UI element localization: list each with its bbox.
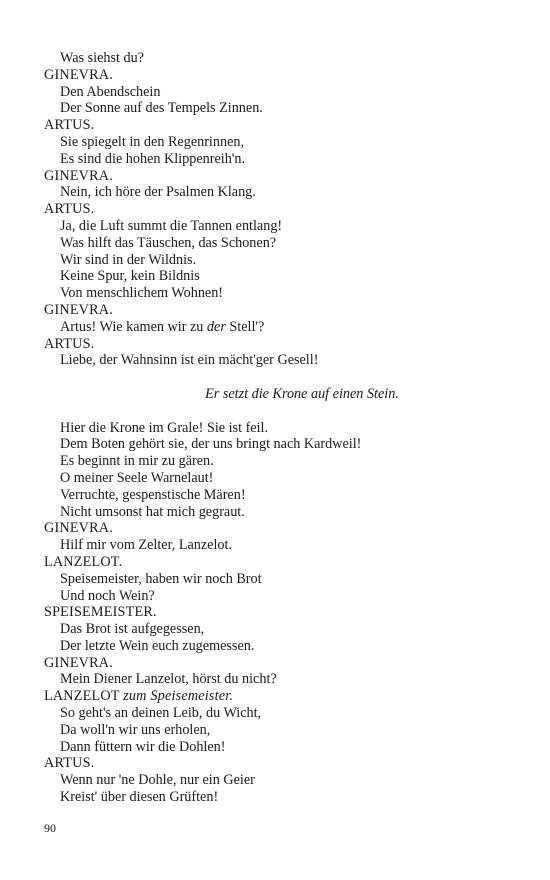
verse-line: Hier die Krone im Grale! Sie ist feil.	[60, 419, 269, 436]
verse-line: So geht's an deinen Leib, du Wicht,	[60, 705, 262, 722]
verse-line: Es sind die hohen Klippenreih'n.	[60, 150, 245, 167]
blank-line	[44, 403, 524, 420]
verse-line: Nein, ich höre der Psalmen Klang.	[60, 184, 256, 201]
verse-line: Der Sonne auf des Tempels Zinnen.	[60, 100, 263, 117]
verse-line: Verruchte, gespenstische Mären!	[60, 486, 246, 503]
verse-line: Und noch Wein?	[60, 587, 155, 604]
verse-line: Dem Boten gehört sie, der uns bringt nach Kardweil!	[60, 436, 362, 453]
speaker-name: GINEVRA.	[44, 301, 113, 318]
blank-line	[44, 369, 524, 386]
verse-line: Das Brot ist aufgegessen,	[60, 621, 205, 638]
speaker-name: GINEVRA.	[44, 520, 113, 537]
drama-text	[44, 50, 524, 806]
speaker-name: SPEISEMEISTER.	[44, 604, 157, 621]
speaker-with-direction	[44, 688, 524, 705]
verse-line: Keine Spur, kein Bildnis	[60, 268, 200, 285]
verse-line: Sie spiegelt in den Regenrinnen,	[60, 133, 245, 150]
verse-line	[44, 319, 524, 336]
speaker-name: LANZELOT	[44, 688, 120, 705]
speaker-name: ARTUS.	[44, 335, 95, 352]
speaker-name: ARTUS.	[44, 755, 95, 772]
speaker-name: LANZELOT.	[44, 553, 123, 570]
speaker-name: ARTUS.	[44, 117, 95, 134]
verse-line: O meiner Seele Warnelaut!	[60, 469, 214, 486]
stage-direction-inline: zum Speisemeister.	[123, 688, 234, 705]
verse-line: Ja, die Luft summt die Tannen entlang!	[60, 217, 283, 234]
verse-text: Artus! Wie kamen wir zu	[60, 318, 207, 335]
verse-line: Speisemeister, haben wir noch Brot	[60, 570, 262, 587]
verse-line: Es beginnt in mir zu gären.	[60, 453, 214, 470]
verse-text: Stell'?	[225, 318, 265, 335]
verse-line: Von menschlichem Wohnen!	[60, 285, 224, 302]
verse-line: Wir sind in der Wildnis.	[60, 251, 197, 268]
verse-line: Da woll'n wir uns erholen,	[60, 721, 211, 738]
speaker-name: GINEVRA.	[44, 167, 113, 184]
verse-line: Was siehst du?	[60, 50, 144, 66]
verse-line: Dann füttern wir die Dohlen!	[60, 738, 226, 755]
verse-line: Der letzte Wein euch zugemessen.	[60, 637, 255, 654]
stage-direction: Er setzt die Krone auf einen Stein.	[205, 385, 399, 402]
emphasized-word: der	[206, 318, 226, 335]
speaker-name: GINEVRA.	[44, 654, 113, 671]
verse-line: Liebe, der Wahnsinn ist ein mächt'ger Gesell!	[60, 352, 319, 369]
verse-line: Den Abendschein	[60, 83, 161, 100]
speaker-name: ARTUS.	[44, 201, 95, 218]
verse-line: Kreist' über diesen Grüften!	[60, 789, 219, 806]
verse-line: Nicht umsonst hat mich gegraut.	[60, 503, 245, 520]
verse-line: Was hilft das Täuschen, das Schonen?	[60, 234, 277, 251]
page-number: 90	[44, 821, 56, 835]
verse-line: Hilf mir vom Zelter, Lanzelot.	[60, 537, 232, 554]
speaker-name: GINEVRA.	[44, 66, 113, 83]
verse-line: Mein Diener Lanzelot, hörst du nicht?	[60, 671, 277, 688]
verse-line: Wenn nur 'ne Dohle, nur ein Geier	[60, 772, 255, 789]
